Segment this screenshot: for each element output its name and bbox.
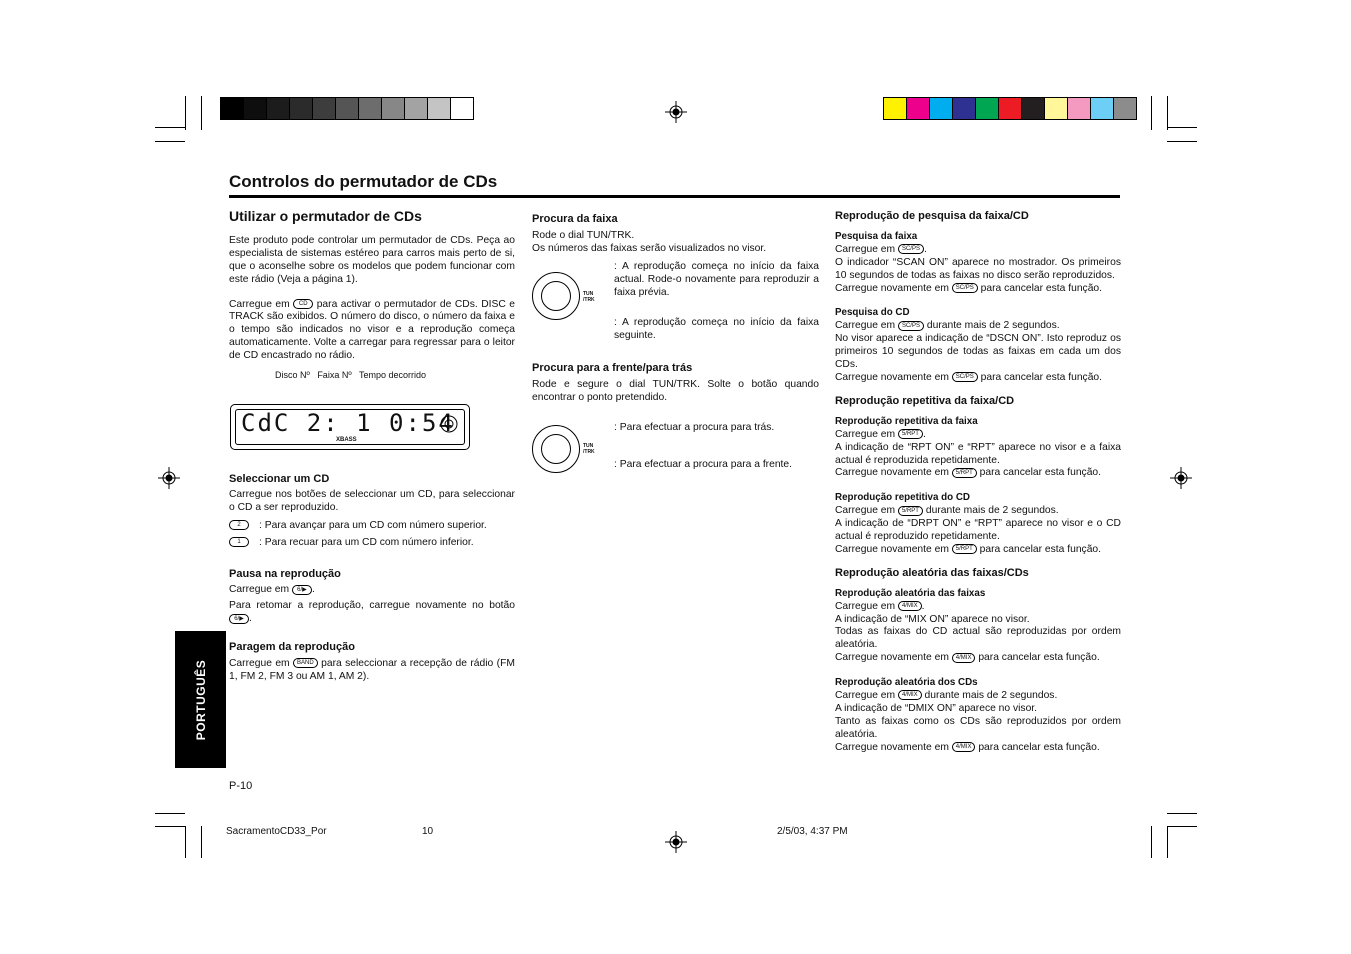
- stop-text: Carregue em BAND para seleccionar a recepção de rádio (FM 1, FM 2, FM 3 ou AM 1, AM 2).: [229, 658, 515, 682]
- dial-label: TUN /TRK: [583, 291, 595, 303]
- tun-trk-dial-icon: [532, 425, 580, 473]
- color-swatch: [382, 98, 405, 119]
- cd-button-icon: CD: [293, 299, 313, 309]
- search-heading: Procura da faixa: [532, 213, 618, 225]
- color-swatch: [221, 98, 244, 119]
- scps-button-icon: SC/PS: [898, 321, 924, 331]
- color-swatch: [884, 98, 907, 119]
- rpt-cd-heading: Reprodução repetitiva do CD: [835, 492, 970, 504]
- stop-heading: Paragem da reprodução: [229, 641, 355, 654]
- crop-mark: [1167, 96, 1168, 130]
- color-swatch: [290, 98, 313, 119]
- lcd-digits: CdC 2: 1 0:54: [241, 409, 455, 437]
- scan-cd-heading: Pesquisa do CD: [835, 307, 910, 319]
- ff-section: [532, 362, 819, 405]
- grayscale-color-bar: [220, 97, 474, 120]
- page-title: Controlos do permutador de CDs: [229, 172, 498, 191]
- rpt-button-icon: 5/RPT: [952, 544, 977, 554]
- process-color-bar: [883, 97, 1137, 120]
- rpt-track-heading: Reprodução repetitiva da faixa: [835, 415, 978, 427]
- mix-cd-heading: Reprodução aleatória dos CDs: [835, 677, 978, 689]
- mix-button-icon: 4/MIX: [898, 690, 922, 700]
- mix-button-icon: 4/MIX: [952, 742, 976, 752]
- crop-mark: [201, 826, 202, 858]
- color-swatch: [976, 98, 999, 119]
- disc-icon: [439, 414, 459, 434]
- page-number: P-10: [229, 780, 253, 792]
- ff-heading: Procura para a frente/para trás: [532, 362, 693, 374]
- color-swatch: [1068, 98, 1091, 119]
- pause-button-icon: 6/▶: [292, 585, 312, 595]
- crop-mark: [1167, 127, 1197, 128]
- crop-mark: [1167, 826, 1197, 827]
- lcd-label-time: Tempo decorrido: [358, 370, 426, 380]
- search-line-1: Rode o dial TUN/TRK.: [532, 229, 635, 241]
- scan-track-heading: Pesquisa da faixa: [835, 230, 918, 242]
- rpt-button-icon: 5/RPT: [898, 429, 923, 439]
- mix-track-heading: Reprodução aleatória das faixas: [835, 587, 986, 599]
- registration-mark-icon: [158, 467, 180, 489]
- footer-file: SacramentoCD33_Por: [226, 826, 327, 837]
- ff-plus-text: : Para efectuar a procura para a frente.: [614, 459, 793, 470]
- mix-heading: Reprodução aleatória das faixas/CDs: [835, 566, 1029, 579]
- color-swatch: [1114, 98, 1136, 119]
- color-swatch: [953, 98, 976, 119]
- lcd-label-track: Faixa Nº: [317, 370, 352, 380]
- column-middle: [532, 213, 819, 256]
- cd-activate-text: Carregue em CD para activar o permutador de CDs. DISC e TRACK são exibidos. O número do disco, o número da faixa e o tempo são indicados no visor e a reprodução começa automaticamente. Volte a carregar para regressar para o leitor de CD encastrado no rádio.: [229, 298, 515, 362]
- scps-button-icon: SC/PS: [898, 244, 924, 254]
- lcd-display: [230, 404, 470, 450]
- column-right: Reprodução de pesquisa da faixa/CD Pesquisa da faixa Carregue em SC/PS . O indicador “SCAN ON” aparece no mostrador. Os primeiros 10 segundos de todas as faixas no disco serão reproduzidos. Carregue novamente em SC/PS para cancelar esta função. Pesquisa do CD Carregue em SC/PS durante mais de 2 segundos. No visor aparece a indicação de “DSCN ON”. Isto reproduz os primeiros 10 segundos de todas as faixas em cada um dos CDs. Carregue novamente em SC/PS para cancelar esta função. Reprodução repetitiva da faixa/CD Reprodução repetitiva da faixa Carregue em 5/RPT . A indicação de “RPT ON” e “RPT” aparece no visor e a faixa actual é reproduzida repetidamente. Carregue novamente em 5/RPT para cancelar esta função. Reprodução repetitiva do CD Carregue em 5/RPT durante mais de 2 segundos. A indicação de “DRPT ON” e “RPT” aparece no visor e o CD actual é reproduzido repetidamente. Carregue novamente em 5/RPT para cancelar esta função. Reprodução aleatória das faixas/CDs Reprodução aleatória das faixas Carregue em 4/MIX . A indicação de “MIX ON” aparece no visor. Todas as faixas do CD actual são reproduzidas por ordem aleatória. Carregue novamente em 4/MIX para cancelar esta função. Reprodução aleatória dos CDs Carregue em 4/MIX durante mais de 2 segundos. A indicação de “DMIX ON” aparece no visor. Tanto as faixas como os CDs são reproduzidos por ordem aleatória. Carregue novamente em 4/MIX para cancelar esta função.: [835, 210, 1121, 753]
- color-swatch: [428, 98, 451, 119]
- crop-mark: [185, 826, 186, 858]
- color-swatch: [313, 98, 336, 119]
- crop-mark: [155, 826, 185, 827]
- crop-mark: [1167, 141, 1197, 142]
- search-plus-text: : A reprodução começa no início da faixa seguinte.: [614, 317, 819, 341]
- list-item: 2 : Para avançar para um CD com número superior.: [229, 520, 515, 533]
- color-swatch: [336, 98, 359, 119]
- color-swatch: [1091, 98, 1114, 119]
- ff-minus-text: : Para efectuar a procura para trás.: [614, 422, 775, 433]
- list-item: 1 : Para recuar para um CD com número inferior.: [229, 537, 515, 550]
- tun-trk-dial-icon: [532, 272, 580, 320]
- crop-mark: [1151, 826, 1152, 858]
- title-rule: [229, 195, 1120, 198]
- crop-mark: [1151, 96, 1152, 130]
- ff-text: Rode e segure o dial TUN/TRK. Solte o botão quando encontrar o ponto pretendido.: [532, 378, 819, 403]
- color-swatch: [907, 98, 930, 119]
- search-line-2: Os números das faixas serão visualizados no visor.: [532, 242, 767, 254]
- scps-button-icon: SC/PS: [952, 283, 978, 293]
- rpt-heading: Reprodução repetitiva da faixa/CD: [835, 394, 1015, 407]
- color-swatch: [405, 98, 428, 119]
- rpt-button-icon: 5/RPT: [898, 506, 923, 516]
- disc-up-button-icon: 2: [229, 520, 249, 530]
- registration-mark-icon: [665, 831, 687, 853]
- disc-down-button-icon: 1: [229, 537, 249, 547]
- color-swatch: [999, 98, 1022, 119]
- color-swatch: [1022, 98, 1045, 119]
- select-text: Carregue nos botões de seleccionar um CD, para seleccionar o CD a ser reproduzido.: [229, 488, 515, 513]
- crop-mark: [185, 96, 186, 130]
- pause-button-icon: 6/▶: [229, 614, 249, 624]
- xbass-indicator: XBASS: [336, 437, 357, 443]
- footer-page: 10: [422, 826, 434, 837]
- band-button-icon: BAND: [293, 658, 318, 668]
- color-swatch: [267, 98, 290, 119]
- crop-mark: [155, 141, 185, 142]
- crop-mark: [1167, 813, 1197, 814]
- section-heading: Utilizar o permutador de CDs: [229, 208, 422, 224]
- registration-mark-icon: [665, 101, 687, 123]
- column-left-lower: [229, 473, 515, 684]
- crop-mark: [1167, 826, 1168, 858]
- crop-mark: [155, 813, 185, 814]
- pause-heading: Pausa na reprodução: [229, 567, 341, 580]
- select-heading: Seleccionar um CD: [229, 473, 330, 485]
- pause-text-2: Para retomar a reprodução, carregue novamente no botão 6/▶ .: [229, 600, 515, 625]
- crop-mark: [201, 96, 202, 130]
- lcd-label-disc: Disco Nº: [275, 370, 310, 380]
- rpt-button-icon: 5/RPT: [952, 468, 977, 478]
- column-left: [229, 210, 515, 363]
- color-swatch: [451, 98, 473, 119]
- language-tab: PORTUGUÊS: [175, 631, 226, 768]
- crop-mark: [155, 127, 185, 128]
- scan-heading: Reprodução de pesquisa da faixa/CD: [835, 210, 1029, 222]
- registration-mark-icon: [1170, 467, 1192, 489]
- footer-date: 2/5/03, 4:37 PM: [777, 826, 848, 837]
- color-swatch: [930, 98, 953, 119]
- dial-label: TUN /TRK: [583, 443, 595, 455]
- mix-button-icon: 4/MIX: [952, 653, 976, 663]
- lcd-labels: [275, 370, 426, 380]
- scps-button-icon: SC/PS: [952, 372, 978, 382]
- color-swatch: [244, 98, 267, 119]
- color-swatch: [359, 98, 382, 119]
- color-swatch: [1045, 98, 1068, 119]
- pause-text: Carregue em 6/▶ .: [229, 584, 315, 596]
- intro-text: Este produto pode controlar um permutador de CDs. Peça ao especialista de sistemas estéreo para carros mais perto de si, que o aconselhe sobre os modelos que podem funcionar com este rádio (Veja a página 1).: [229, 234, 515, 285]
- mix-button-icon: 4/MIX: [898, 601, 922, 611]
- search-minus-text: : A reprodução começa no início da faixa actual. Rode-o novamente para reproduzir a faixa prévia.: [614, 261, 819, 298]
